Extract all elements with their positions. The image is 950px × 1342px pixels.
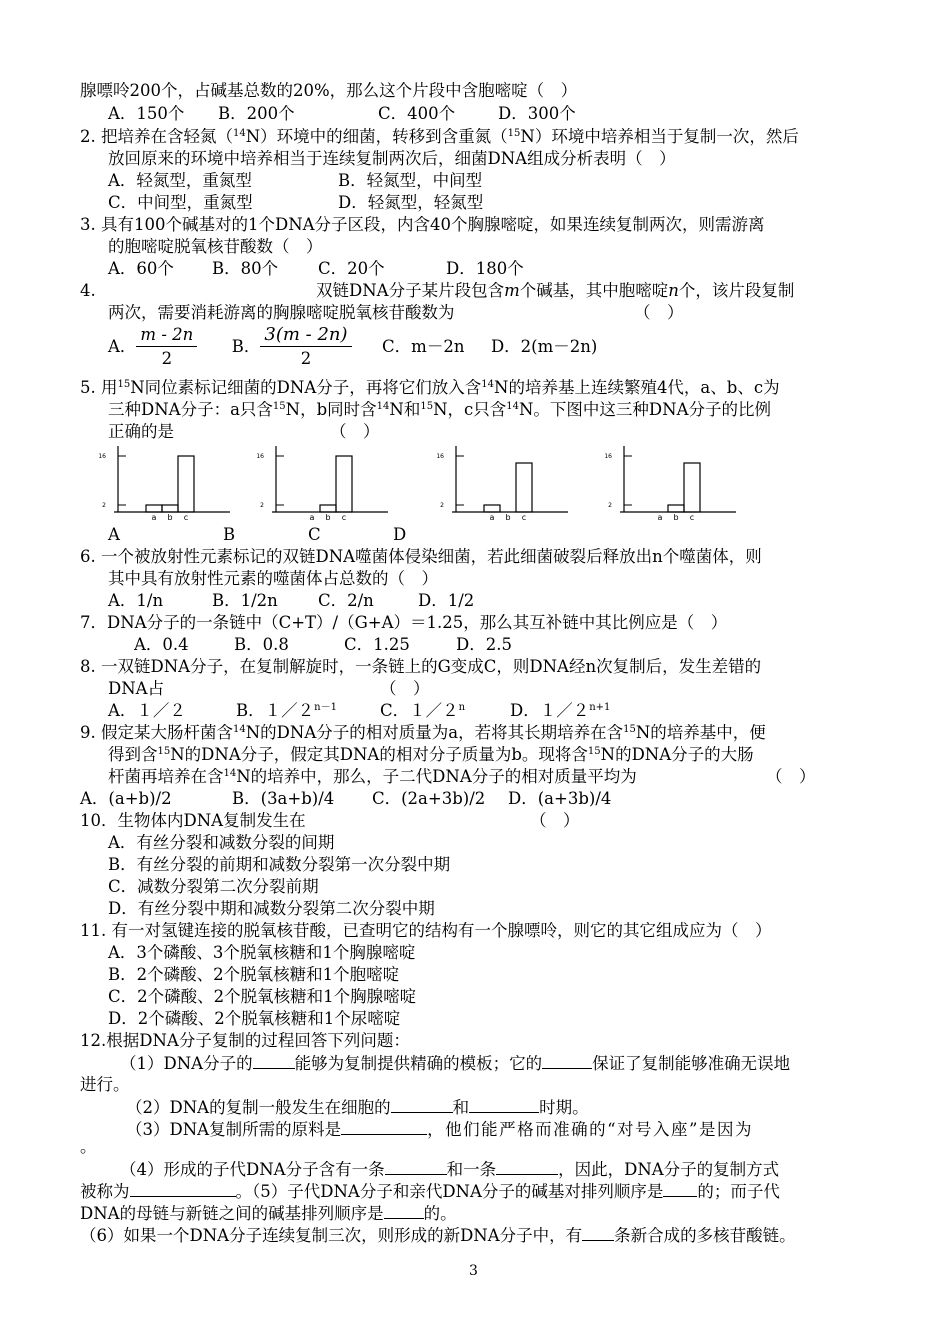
bar-b [162, 505, 178, 512]
category-label-b: b [505, 513, 511, 522]
intro-question-line: 腺嘌呤200个，占碱基总数的20%，那么这个片段中含胞嘧啶（ ） [80, 81, 578, 100]
blank-4-mode[interactable] [130, 1180, 236, 1197]
category-label-c: c [183, 513, 189, 522]
category-label-b: b [167, 513, 173, 522]
q5-label-a: A [108, 525, 120, 544]
category-label-b: b [673, 513, 679, 522]
blank-2-phase-b[interactable] [469, 1096, 539, 1113]
blank-5-same[interactable] [663, 1180, 697, 1197]
category-label-a: a [151, 513, 157, 522]
q10-option-b: B．有丝分裂的前期和减数分裂第一次分裂中期 [108, 855, 451, 874]
q5-line2: 三种DNA分子：a只含$^{15}$N，b同时含$^{14}$N和$^{15}$N，c只含$^{14}$N。下图中这三种DNA分子的比例 [108, 400, 772, 419]
q5-label-c: C [308, 525, 321, 544]
q5-charts [90, 440, 880, 530]
bar-c [516, 463, 532, 512]
blank-4-old-strand[interactable] [385, 1158, 447, 1175]
q4-option-d: D．2(m－2n) [490, 337, 598, 356]
q3-line1: 3. 具有100个碱基对的1个DNA分子区段，内含40个胸腺嘧啶，如果连续复制两次，则需游离 [80, 215, 765, 234]
y-tick-label: 2 [440, 502, 444, 509]
category-label-a: a [657, 513, 663, 522]
q4-line2: 两次，需要消耗游离的胸腺嘧啶脱氧核苷酸数为 [108, 303, 455, 322]
q12-title: 12.根据DNA分子复制的过程回答下列问题： [80, 1031, 410, 1050]
q11-option-a: A．3个磷酸、3个脱氧核糖和1个胸腺嘧啶 [108, 943, 416, 962]
bar-b [320, 505, 336, 512]
y-tick-label: 2 [608, 502, 612, 509]
category-label-a: a [309, 513, 315, 522]
bar-c [684, 463, 700, 512]
q7-option-b: B．0.8 [234, 635, 289, 654]
q9-line3: 杆菌再培养在含$^{14}$N的培养中，那么，子二代DNA分子的相对质量平均为 [108, 767, 637, 786]
q12-part3: （3）DNA复制所需的原料是 ，他们能严格而准确的“对号入座”是因为 [126, 1120, 753, 1139]
q8-option-b: B．$1/2^{n-1}$ [236, 701, 337, 720]
intro-option-a: A．150个 [108, 104, 185, 123]
q2-line2: 放回原来的环境中培养相当于连续复制两次后，细菌DNA组成分析表明（ ） [108, 149, 676, 168]
q2-option-c: C．中间型，重氮型 [108, 193, 253, 212]
q9-option-a: A．(a+b)/2 [80, 789, 172, 808]
q3-option-b: B．80个 [212, 259, 279, 278]
q12-part5-end: DNA的母链与新链之间的碱基排列顺序是 的。 [80, 1204, 457, 1223]
bar-c [178, 456, 194, 512]
q6-option-d: D．1/2 [418, 591, 475, 610]
q4-line1: 双链DNA分子某片段包含m个碱基，其中胞嘧啶n个，该片段复制 [316, 281, 795, 300]
chart-a [98, 446, 230, 522]
q9-line1: 9. 假定某大肠杆菌含$^{14}$N的DNA分子的相对质量为a，若将其长期培养在含$^{15}$N的培养基中，便 [80, 723, 766, 742]
q2-option-b: B．轻氮型，中间型 [338, 171, 483, 190]
q3-option-a: A．60个 [108, 259, 174, 278]
q7-option-d: D．2.5 [456, 635, 512, 654]
q11-line1: 11. 有一对氢键连接的脱氧核苷酸，已查明它的结构有一个腺嘌呤，则它的其它组成应为（ ） [80, 921, 772, 940]
chart-d [604, 446, 736, 522]
q8-option-a: A．１／２ [108, 701, 186, 720]
q5-label-b: B [223, 525, 236, 544]
q12-part1: （1）DNA分子的 能够为复制提供精确的模板；它的 保证了复制能够准确无误地 [120, 1054, 791, 1073]
page-number: 3 [469, 1263, 478, 1279]
q4-option-b-label: B． [231, 337, 261, 356]
bar-c [336, 456, 352, 512]
chart-c [436, 446, 568, 522]
y-tick-label: 2 [260, 502, 264, 509]
category-label-a: a [489, 513, 495, 522]
q12-part4-5: 被称为 。（5）子代DNA分子和亲代DNA分子的碱基对排列顺序是 的；而子代 [80, 1182, 780, 1201]
q8-paren: （ ） [380, 679, 430, 698]
q4-option-b-fraction: $\frac{3(m - 2n)}{2}$ [260, 324, 351, 371]
q10-option-c: C．减数分裂第二次分裂前期 [108, 877, 319, 896]
category-label-b: b [325, 513, 331, 522]
category-label-c: c [341, 513, 347, 522]
q10-paren: （ ） [530, 811, 580, 830]
q9-option-d: D．(a+3b)/4 [508, 789, 612, 808]
q10-option-a: A．有丝分裂和减数分裂的间期 [108, 833, 335, 852]
q5-line3: 正确的是 [108, 422, 174, 441]
q4-number: 4. [80, 281, 96, 300]
blank-3-raw-material[interactable] [341, 1118, 427, 1135]
category-label-c: c [521, 513, 527, 522]
q8-option-c: C．１／２$^n$ [380, 701, 466, 720]
q12-part4: （4）形成的子代DNA分子含有一条 和一条 ，因此，DNA分子的复制方式 [120, 1160, 780, 1179]
q8-option-d: D．$1/2^{n+1}$ [510, 701, 611, 720]
q11-option-c: C．2个磷酸、2个脱氧核糖和1个胸腺嘧啶 [108, 987, 417, 1006]
q4-options [108, 322, 597, 372]
intro-option-c: C．400个 [378, 104, 456, 123]
q6-line1: 6. 一个被放射性元素标记的双链DNA噬菌体侵染细菌，若此细菌破裂后释放出n个噬菌体，则 [80, 547, 762, 566]
q10-option-d: D．有丝分裂中期和减数分裂第二次分裂中期 [108, 899, 435, 918]
q5-paren: （ ） [330, 422, 380, 441]
intro-option-b: B．200个 [218, 104, 295, 123]
q3-option-d: D．180个 [446, 259, 524, 278]
q7-option-c: C．1.25 [344, 635, 410, 654]
q3-line2: 的胞嘧啶脱氧核苷酸数（ ） [108, 237, 323, 256]
q6-option-b: B．1/2n [212, 591, 278, 610]
y-tick-label: 16 [98, 453, 106, 460]
q4-option-a-fraction: $\frac{m - 2n}{2}$ [136, 324, 197, 371]
bar-a [484, 505, 500, 512]
q8-line2: DNA占 [108, 679, 165, 698]
blank-6-count[interactable] [582, 1224, 614, 1241]
blank-2-phase-a[interactable] [391, 1096, 453, 1113]
q9-paren: （ ） [766, 767, 816, 786]
q5-label-d: D [393, 525, 407, 544]
blank-1-template[interactable] [253, 1052, 295, 1069]
blank-5-complementary[interactable] [384, 1202, 424, 1219]
q12-part2: （2）DNA的复制一般发生在细胞的 和 时期。 [126, 1098, 589, 1117]
bar-b [668, 505, 684, 512]
y-tick-label: 16 [436, 453, 444, 460]
q4-option-c: C．m－2n [382, 337, 465, 356]
q7-line1: 7．DNA分子的一条链中（C+T）/（G+A）＝1.25，那么其互补链中其比例应是（ ） [80, 613, 728, 632]
y-tick-label: 16 [256, 453, 264, 460]
q6-option-c: C．2/n [318, 591, 374, 610]
q11-option-b: B．2个磷酸、2个脱氧核糖和1个胞嘧啶 [108, 965, 400, 984]
q9-option-c: C．(2a+3b)/2 [372, 789, 486, 808]
q5-line1: 5. 用$^{15}$N同位素标记细菌的DNA分子，再将它们放入含$^{14}$N的培养基上连续繁殖4代，a、b、c为 [80, 378, 780, 397]
blank-1-mechanism[interactable] [542, 1052, 592, 1069]
q7-option-a: A．0.4 [134, 635, 189, 654]
q2-line1: 2. 把培养在含轻氮（$^{14}$N）环境中的细菌，转移到含重氮（$^{15}$N）环境中培养相当于复制一次，然后 [80, 127, 799, 146]
q9-option-b: B．(3a+b)/4 [232, 789, 335, 808]
intro-option-d: D．300个 [498, 104, 576, 123]
q3-option-c: C．20个 [318, 259, 385, 278]
y-tick-label: 16 [604, 453, 612, 460]
q12-part3-end: 。 [80, 1137, 97, 1156]
q2-option-a: A．轻氮型，重氮型 [108, 171, 252, 190]
q12-part1-end: 进行。 [80, 1075, 130, 1094]
q6-option-a: A．1/n [108, 591, 164, 610]
blank-4-new-strand[interactable] [496, 1158, 558, 1175]
q8-line1: 8. 一双链DNA分子，在复制解旋时，一条链上的G变成C，则DNA经n次复制后，发生差错的 [80, 657, 762, 676]
y-tick-label: 2 [102, 502, 106, 509]
bar-a [146, 505, 162, 512]
q10-line1: 10．生物体内DNA复制发生在 [80, 811, 306, 830]
q4-paren: （ ） [634, 303, 684, 322]
category-label-c: c [689, 513, 695, 522]
q9-line2: 得到含$^{15}$N的DNA分子，假定其DNA的相对分子质量为b。现将含$^{15}$N的DNA分子的大肠 [108, 745, 754, 764]
q4-option-a-label: A． [108, 337, 137, 356]
q2-option-d: D．轻氮型，轻氮型 [338, 193, 484, 212]
q11-option-d: D．2个磷酸、2个脱氧核糖和1个尿嘧啶 [108, 1009, 401, 1028]
q12-part6: （6）如果一个DNA分子连续复制三次，则形成的新DNA分子中，有 条新合成的多核苷酸链。 [80, 1226, 796, 1245]
q6-line2: 其中具有放射性元素的噬菌体占总数的（ ） [108, 569, 438, 588]
chart-b [256, 446, 388, 522]
